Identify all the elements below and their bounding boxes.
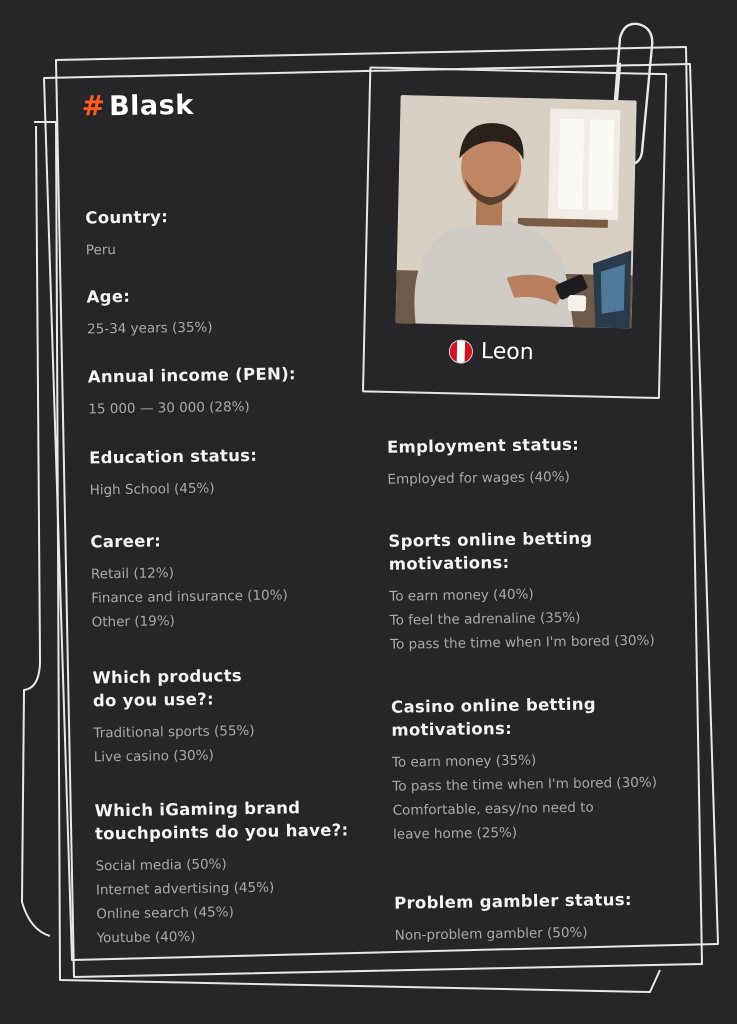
field-value: Peru: [85, 242, 117, 259]
field-value: To pass the time when I'm bored (30%): [392, 774, 658, 795]
persona-photo: [396, 95, 637, 328]
field-value: Live casino (30%): [93, 747, 214, 766]
field-sports-motivations: [388, 526, 655, 657]
field-title: Country:: [85, 207, 169, 228]
field-value: Comfortable, easy/no need to: [392, 799, 594, 819]
field-problem-gambler-status: [394, 888, 632, 948]
field-title-line: do you use?:: [92, 689, 215, 711]
field-title: [94, 795, 348, 845]
field-value: Social media (50%): [95, 856, 227, 875]
field-education-status: [89, 444, 258, 503]
field-title-line: motivations:: [388, 552, 510, 574]
field-value: To pass the time when I'm bored (30%): [389, 632, 655, 653]
field-value: Youtube (40%): [96, 928, 196, 947]
field-casino-motivations: [391, 692, 658, 847]
brand-name: Blask: [108, 89, 194, 122]
field-title: [388, 526, 653, 576]
field-title-line: touchpoints do you have?:: [94, 820, 349, 844]
field-title-line: Which products: [92, 666, 243, 688]
field-value: Other (19%): [91, 613, 175, 631]
field-title: Annual income (PEN):: [87, 364, 297, 387]
polaroid-card: [362, 66, 667, 399]
field-value: 25-34 years (35%): [86, 319, 213, 338]
field-products: [92, 664, 255, 770]
field-value: Internet advertising (45%): [95, 879, 275, 899]
field-title: Problem gambler status:: [393, 890, 632, 913]
field-title: [391, 692, 656, 742]
field-title-line: Casino online betting: [390, 694, 597, 717]
field-country: [85, 205, 169, 262]
field-touchpoints: [94, 795, 350, 950]
field-value: Retail (12%): [90, 565, 175, 583]
peru-flag-icon: [449, 339, 474, 364]
field-title: [92, 664, 254, 713]
field-value: Finance and insurance (10%): [91, 587, 288, 607]
hash-logo-icon: #: [81, 89, 106, 123]
field-value: To feel the adrenaline (35%): [389, 609, 581, 629]
field-title-line: motivations:: [391, 718, 513, 740]
field-title: Career:: [90, 531, 162, 552]
field-value: leave home (25%): [392, 824, 518, 843]
field-title-line: Which iGaming brand: [94, 798, 301, 821]
field-value: High School (45%): [89, 480, 215, 499]
field-title-line: Sports online betting: [388, 528, 593, 551]
field-career: [90, 527, 288, 634]
persona-name: Leon: [480, 339, 535, 366]
brand-logo: [81, 91, 193, 121]
field-value: Employed for wages (40%): [387, 468, 570, 488]
field-value: Non-problem gambler (50%): [394, 924, 588, 944]
persona-portrait-illustration: [396, 95, 637, 328]
field-value: To earn money (40%): [389, 586, 534, 605]
field-value: Online search (45%): [96, 904, 234, 923]
field-title: Employment status:: [386, 434, 580, 457]
field-value: To earn money (35%): [391, 752, 537, 771]
field-annual-income: [88, 362, 297, 421]
field-value: 15 000 — 30 000 (28%): [88, 398, 250, 418]
field-title: Age:: [86, 286, 131, 307]
field-value: Traditional sports (55%): [93, 722, 255, 742]
field-title: Education status:: [88, 445, 258, 468]
field-employment-status: [387, 433, 580, 492]
persona-sheet: [51, 47, 697, 977]
field-age: [86, 284, 212, 342]
persona-name-row: [449, 338, 534, 365]
